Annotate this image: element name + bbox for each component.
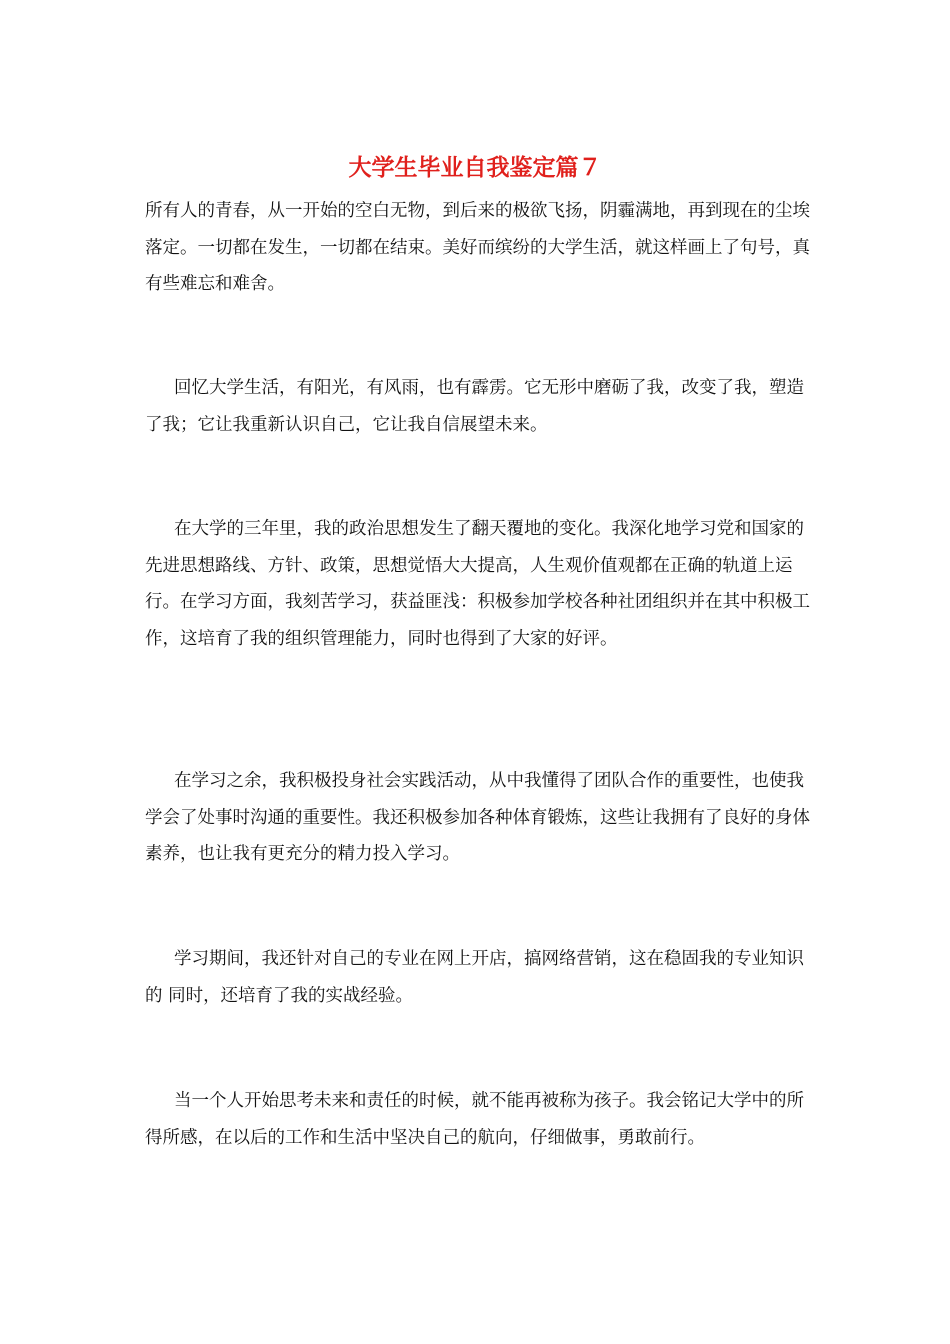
paragraph-memories: 回忆大学生活，有阳光，有风雨，也有霹雳。它无形中磨砺了我，改变了我，塑造了我；它让我重新认识自己，它让我自信展望未来。 xyxy=(145,378,804,435)
document-title: 大学生毕业自我鉴定篇７ xyxy=(348,154,602,181)
paragraph-online-store: 学习期间，我还针对自己的专业在网上开店，搞网络营销，这在稳固我的专业知识的 同时，还培育了我的实战经验。 xyxy=(145,949,804,1006)
paragraph-conclusion: 当一个人开始思考未来和责任的时候，就不能再被称为孩子。我会铭记大学中的所得所感，在以后的工作和生活中坚决自己的航向，仔细做事，勇敢前行。 xyxy=(145,1091,804,1148)
paragraph-intro: 所有人的青春，从一开始的空白无物，到后来的极欲飞扬，阴霾满地，再到现在的尘埃落定。一切都在发生，一切都在结束。美好而缤纷的大学生活，就这样画上了句号，真有些难忘和难舍。 xyxy=(145,201,810,294)
paragraph-political-thought: 在大学的三年里，我的政治思想发生了翻天覆地的变化。我深化地学习党和国家的先进思想路线、方针、政策，思想觉悟大大提高，人生观价值观都在正确的轨道上运行。在学习方面，我刻苦学习，获益匪浅：积极参加学校各种社团组织并在其中积极工作，这培育了我的组织管理能力，同时也得到了大家的好评。 xyxy=(145,519,810,649)
paragraph-social-practice: 在学习之余，我积极投身社会实践活动，从中我懂得了团队合作的重要性，也使我学会了处事时沟通的重要性。我还积极参加各种体育锻炼，这些让我拥有了良好的身体素养，也让我有更充分的精力投入学习。 xyxy=(145,771,810,864)
